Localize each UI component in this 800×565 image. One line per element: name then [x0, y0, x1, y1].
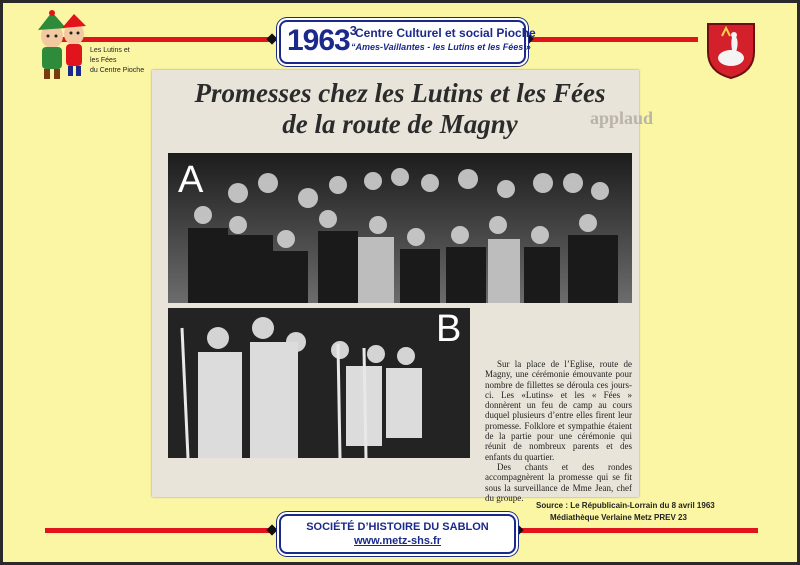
year-number: 1963: [287, 24, 350, 57]
photo-a: [168, 153, 632, 303]
article-paragraph: Sur la place de l’Eglise, route de Magny, une cérémonie émouvante pour nombre de fillettes se déroula ces jours-ci. Les «Lutins» et les « Fées » donnèrent un feu de camp au cours duquel plusieurs d’entre elles firent leur promesse. Folklore et sympathie étaient de la partie pour une cérémonie qui réunit de nombreux parents et des enfants du quartier.: [485, 359, 632, 462]
logo-caption: [90, 46, 160, 76]
logo-caption-line: les Fées: [90, 57, 117, 64]
photo-b: [168, 308, 470, 458]
header-right-rule: [528, 37, 698, 42]
society-name: SOCIÉTÉ D’HISTOIRE DU SABLON: [306, 521, 489, 533]
logo-caption-line: du Centre Pioche: [90, 67, 145, 74]
article-headline: [170, 78, 630, 140]
footer-box: [279, 514, 516, 554]
city-crest-icon: [706, 22, 756, 80]
photo-a-image: [168, 153, 632, 303]
article-body: [485, 359, 632, 503]
headline-line-1: Promesses chez les Lutins et les Fées: [194, 78, 606, 108]
lutins-mascot-logo: [30, 10, 90, 82]
footer-right-rule: [518, 528, 758, 533]
year-suffix: 3: [349, 23, 356, 38]
source-line-2: Médiathèque Verlaine Metz PREV 23: [550, 513, 687, 522]
header-subtitle: “Ames-Vaillantes - les Lutins et les Fées »: [351, 42, 531, 52]
article-paragraph: Des chants et des rondes accompagnèrent la promesse qui se fit sous la surveillance de Mme Jean, chef du groupe.: [485, 461, 632, 503]
bleed-through-text: applaud: [590, 108, 654, 128]
photo-b-image: [168, 308, 470, 458]
photo-a-label: A: [178, 159, 204, 201]
footer-left-rule: [45, 528, 273, 533]
logo-caption-line: Les Lutins et: [90, 47, 130, 54]
headline-line-2: de la route de Magny: [282, 109, 518, 139]
photo-b-label: B: [436, 308, 462, 350]
header-title: Centre Culturel et social Pioche: [355, 26, 536, 40]
source-line-1: Source : Le Républicain-Lorrain du 8 avril 1963: [536, 501, 715, 510]
website-link[interactable]: www.metz-shs.fr: [354, 535, 441, 547]
source-citation: [536, 500, 715, 524]
header-title-box: [279, 20, 536, 64]
year-title: [287, 24, 356, 58]
